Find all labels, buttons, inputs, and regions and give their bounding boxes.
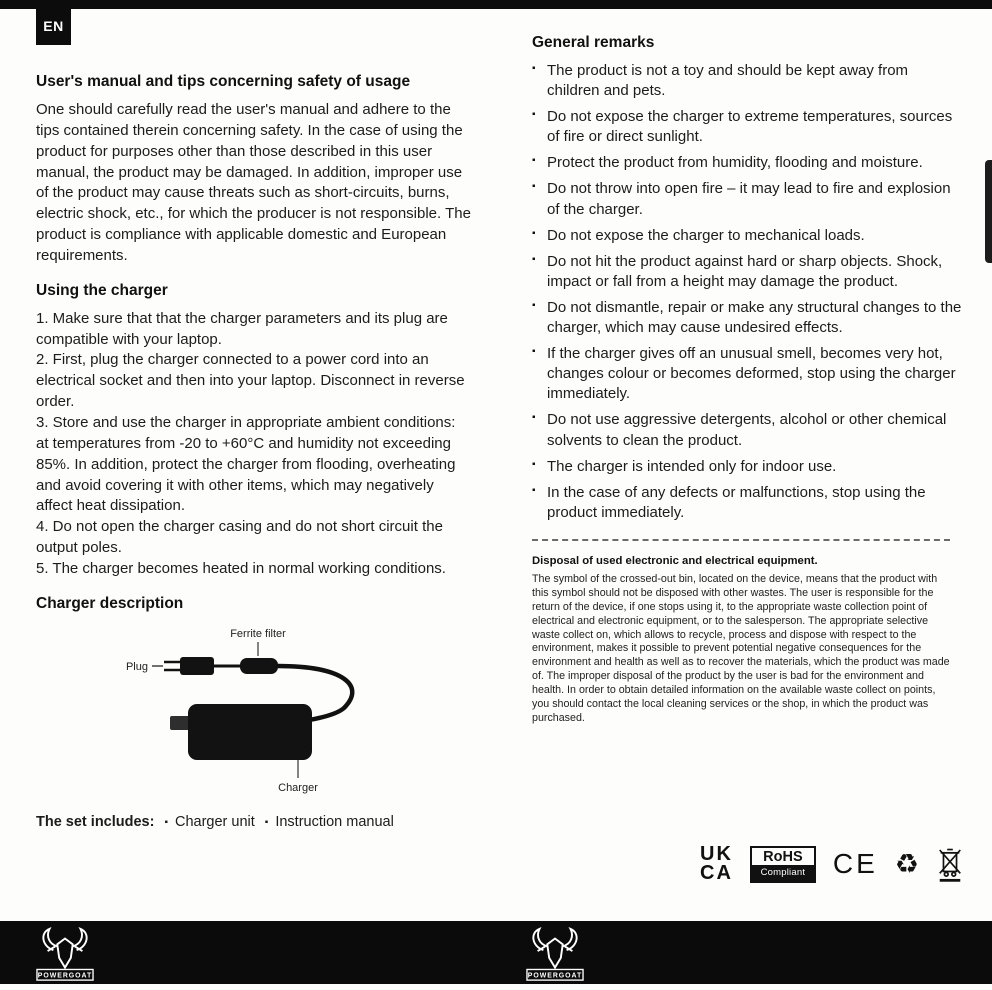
language-badge: EN bbox=[36, 6, 71, 45]
powergoat-logo bbox=[34, 925, 96, 983]
list-item: ▪ The product is not a toy and should be kept away from children and pets. bbox=[532, 61, 962, 101]
rohs-mark bbox=[750, 846, 816, 883]
charger-diagram bbox=[36, 622, 470, 800]
footer-bar bbox=[0, 921, 992, 984]
heading-safety-usage: User's manual and tips concerning safety of usage bbox=[36, 73, 411, 90]
list-item: ▪ Do not dismantle, repair or make any structural changes to the charger, which may cause undesired effects. bbox=[532, 298, 962, 338]
list-item: ▪ Do not expose the charger to extreme temperatures, sources of fire or direct sunlight. bbox=[532, 107, 962, 147]
brand-text: POWERGOAT bbox=[37, 972, 93, 980]
rohs-title: RoHS bbox=[763, 848, 803, 865]
left-column bbox=[36, 58, 472, 830]
general-remarks-list bbox=[532, 61, 962, 523]
list-item: ▪ If the charger gives off an unusual smell, becomes very hot, changes colour or becomes deformed, stop using the charger immediately. bbox=[532, 344, 962, 404]
list-item: ▪ The charger is intended only for indoor use. bbox=[532, 457, 962, 477]
list-item: ▪ In the case of any defects or malfunctions, stop using the product immediately. bbox=[532, 483, 962, 523]
recycling-icon: ♻ bbox=[894, 848, 920, 879]
right-column bbox=[532, 34, 962, 726]
brand-text: POWERGOAT bbox=[527, 972, 583, 980]
ferrite-filter-icon bbox=[240, 658, 278, 674]
certification-marks bbox=[700, 845, 964, 883]
bullet-icon bbox=[255, 814, 276, 830]
list-item: ▪ Do not hit the product against hard or sharp objects. Shock, impact or fall from a height may damage the product. bbox=[532, 252, 962, 292]
ukca-line: UK bbox=[700, 843, 733, 865]
set-includes bbox=[36, 814, 472, 830]
ce-mark: CE bbox=[832, 848, 878, 879]
disposal-paragraph: The symbol of the crossed-out bin, located on the device, means that the product with this symbol should not be disposed with other wastes. The user is responsible for the return of the device, if one stops using it, to the appropriate waste collection point of electrical and electronic equipment, or to the salesperson. The appropriate selective waste collect on, which allows to recycle, process and dispose with respect to the environment, makes it possible to prevent potential negative consequences for the environment and health as well as to recover the materials, which the product was made of. The improper disposal of the product by the user is bad for the environment and health. In order to obtain detailed information on the available waste collect on points, you should contact the local cleaning services or the shop, in which the product was purchased. bbox=[532, 572, 950, 724]
powergoat-logo bbox=[524, 925, 586, 983]
instruction-step: 3. Store and use the charger in appropriate ambient conditions: at temperatures from -20 to +60°C and humidity not exceeding 85%. In addition, protect the charger from flooding, overheating and avoid covering it with other items, which may negatively affect heat dissipation. bbox=[36, 413, 456, 515]
heading-general-remarks: General remarks bbox=[532, 34, 655, 51]
scan-edge-artifact bbox=[985, 160, 992, 263]
ukca-mark bbox=[700, 845, 733, 883]
ukca-line: CA bbox=[700, 862, 733, 884]
instruction-step: 4. Do not open the charger casing and do not short circuit the output poles. bbox=[36, 518, 443, 557]
top-black-bar bbox=[0, 0, 992, 9]
instruction-step: 2. First, plug the charger connected to a power cord into an electrical socket and then into your laptop. Disconnect in reverse order. bbox=[36, 351, 465, 411]
list-item: ▪ Do not expose the charger to mechanical loads. bbox=[532, 226, 962, 246]
bullet-icon bbox=[154, 814, 175, 830]
ferrite-filter-label: Ferrite filter bbox=[230, 627, 286, 640]
dashed-divider bbox=[532, 539, 950, 541]
charger-label: Charger bbox=[278, 781, 318, 794]
rohs-subtitle: Compliant bbox=[752, 865, 814, 881]
crossed-out-bin-icon bbox=[936, 845, 964, 883]
list-item: ▪ Protect the product from humidity, flooding and moisture. bbox=[532, 153, 962, 173]
disposal-heading: Disposal of used electronic and electrical equipment. bbox=[532, 554, 818, 567]
instruction-step: 1. Make sure that that the charger parameters and its plug are compatible with your laptop. bbox=[36, 309, 448, 348]
list-item: ▪ Do not throw into open fire – it may lead to fire and explosion of the charger. bbox=[532, 179, 962, 219]
instruction-step: 5. The charger becomes heated in normal working conditions. bbox=[36, 559, 446, 577]
heading-using-charger: Using the charger bbox=[36, 281, 168, 299]
list-item: ▪ Do not use aggressive detergents, alcohol or other chemical solvents to clean the product. bbox=[532, 410, 962, 450]
intro-paragraph: One should carefully read the user's manual and adhere to the tips contained therein concerning safety. In the case of using the product for purposes other than those described in this user manual, the product may be damaged. In addition, improper use of the product may cause threats such as short-circuits, burns, electric shock, etc., for which the producer is not responsible. The product is compliance with applicable domestic and European requirements. bbox=[36, 101, 471, 264]
heading-charger-description: Charger description bbox=[36, 594, 184, 612]
set-includes-item: Charger unit bbox=[175, 813, 255, 830]
set-includes-item: Instruction manual bbox=[275, 813, 394, 830]
plug-body-icon bbox=[180, 657, 214, 675]
set-includes-label: The set includes: bbox=[36, 813, 155, 830]
plug-label: Plug bbox=[125, 660, 148, 673]
charger-body-icon bbox=[188, 704, 312, 760]
